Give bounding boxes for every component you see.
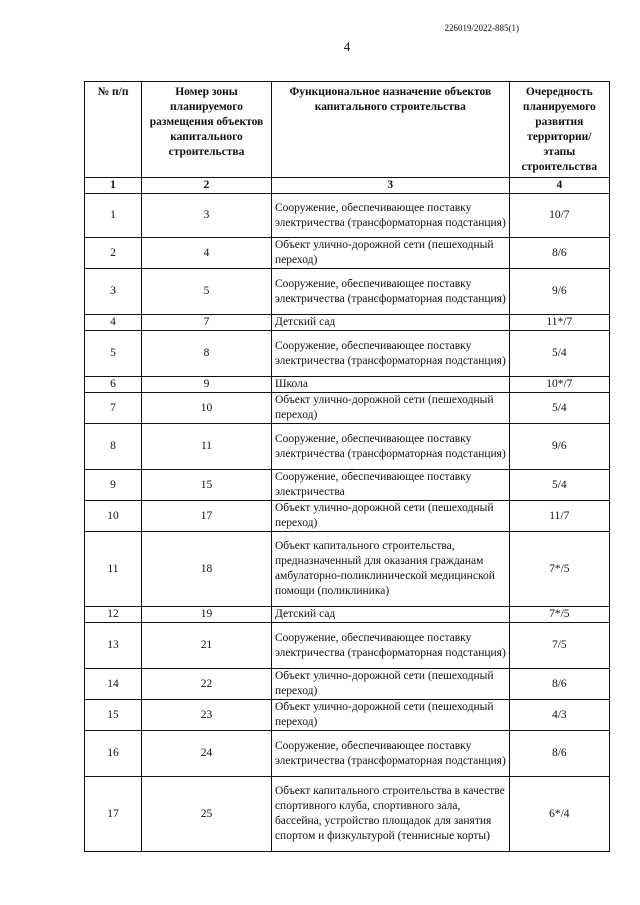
row-stage: 8/6 (509, 238, 609, 269)
row-stage: 11/7 (509, 501, 609, 532)
row-zone: 9 (142, 377, 272, 393)
row-zone: 23 (142, 700, 272, 731)
row-zone: 10 (142, 393, 272, 424)
row-number: 3 (85, 269, 142, 315)
row-function: Сооружение, обеспечивающее поставку электричества (трансформаторная подстанция) (271, 331, 509, 377)
row-number: 5 (85, 331, 142, 377)
row-function: Сооружение, обеспечивающее поставку электричества (трансформаторная подстанция) (271, 424, 509, 470)
row-function: Сооружение, обеспечивающее поставку электричества (трансформаторная подстанция) (271, 194, 509, 238)
column-index: 4 (509, 178, 609, 194)
row-number: 4 (85, 315, 142, 331)
row-stage: 11*/7 (509, 315, 609, 331)
row-number: 1 (85, 194, 142, 238)
table-header-row (85, 82, 610, 178)
table-row (85, 700, 610, 731)
table-row (85, 607, 610, 623)
table-row (85, 315, 610, 331)
row-number: 10 (85, 501, 142, 532)
row-function: Объект улично-дорожной сети (пешеходный переход) (271, 700, 509, 731)
row-function: Объект капитального строительства в качестве спортивного клуба, спортивного зала, бассейна, устройство площадок для занятия спортом и физкультурой (теннисные корты) (271, 777, 509, 852)
row-zone: 19 (142, 607, 272, 623)
row-function: Сооружение, обеспечивающее поставку электричества (трансформаторная подстанция) (271, 731, 509, 777)
row-function: Объект улично-дорожной сети (пешеходный переход) (271, 238, 509, 269)
row-function: Объект улично-дорожной сети (пешеходный переход) (271, 501, 509, 532)
table-row (85, 331, 610, 377)
column-index: 1 (85, 178, 142, 194)
table-row (85, 777, 610, 852)
row-stage: 7*/5 (509, 532, 609, 607)
table-row (85, 669, 610, 700)
row-function: Сооружение, обеспечивающее поставку электричества (трансформаторная подстанция) (271, 269, 509, 315)
row-stage: 10/7 (509, 194, 609, 238)
column-header-stage: Очередность планируемого развития территории/ этапы строительства (509, 82, 609, 178)
table-row (85, 424, 610, 470)
column-index: 2 (142, 178, 272, 194)
row-stage: 5/4 (509, 470, 609, 501)
row-zone: 22 (142, 669, 272, 700)
row-number: 7 (85, 393, 142, 424)
row-stage: 7/5 (509, 623, 609, 669)
row-zone: 11 (142, 424, 272, 470)
row-stage: 8/6 (509, 731, 609, 777)
row-function: Сооружение, обеспечивающее поставку электричества (271, 470, 509, 501)
row-zone: 17 (142, 501, 272, 532)
row-number: 13 (85, 623, 142, 669)
row-function: Объект улично-дорожной сети (пешеходный переход) (271, 393, 509, 424)
document-id: 226019/2022-885(1) (444, 23, 519, 33)
table-row (85, 501, 610, 532)
table-row (85, 194, 610, 238)
table-row (85, 269, 610, 315)
table-row (85, 238, 610, 269)
row-number: 16 (85, 731, 142, 777)
row-function: Детский сад (271, 315, 509, 331)
row-stage: 4/3 (509, 700, 609, 731)
zones-table (84, 81, 610, 852)
row-stage: 7*/5 (509, 607, 609, 623)
row-number: 14 (85, 669, 142, 700)
table-row (85, 532, 610, 607)
row-number: 11 (85, 532, 142, 607)
column-header-function: Функциональное назначение объектов капитального строительства (271, 82, 509, 178)
table-row (85, 377, 610, 393)
row-zone: 8 (142, 331, 272, 377)
row-stage: 6*/4 (509, 777, 609, 852)
row-stage: 9/6 (509, 269, 609, 315)
row-stage: 9/6 (509, 424, 609, 470)
row-number: 8 (85, 424, 142, 470)
row-zone: 7 (142, 315, 272, 331)
row-stage: 10*/7 (509, 377, 609, 393)
row-number: 17 (85, 777, 142, 852)
row-zone: 4 (142, 238, 272, 269)
table-row (85, 623, 610, 669)
row-function: Детский сад (271, 607, 509, 623)
row-number: 9 (85, 470, 142, 501)
row-number: 2 (85, 238, 142, 269)
row-function: Школа (271, 377, 509, 393)
column-index: 3 (271, 178, 509, 194)
row-number: 6 (85, 377, 142, 393)
row-number: 15 (85, 700, 142, 731)
row-zone: 5 (142, 269, 272, 315)
row-stage: 5/4 (509, 393, 609, 424)
row-zone: 15 (142, 470, 272, 501)
row-function: Объект улично-дорожной сети (пешеходный переход) (271, 669, 509, 700)
row-function: Объект капитального строительства, предназначенный для оказания гражданам амбулаторно-поликлинической медицинской помощи (поликлиника) (271, 532, 509, 607)
row-zone: 25 (142, 777, 272, 852)
row-zone: 18 (142, 532, 272, 607)
row-function: Сооружение, обеспечивающее поставку электричества (трансформаторная подстанция) (271, 623, 509, 669)
table-row (85, 470, 610, 501)
row-stage: 8/6 (509, 669, 609, 700)
column-index-row (85, 178, 610, 194)
row-stage: 5/4 (509, 331, 609, 377)
table-row (85, 393, 610, 424)
row-zone: 3 (142, 194, 272, 238)
table-body (85, 194, 610, 852)
column-header-number: № п/п (85, 82, 142, 178)
table-row (85, 731, 610, 777)
page-number: 4 (343, 39, 351, 54)
column-header-zone: Номер зоны планируемого размещения объектов капитального строительства (142, 82, 272, 178)
row-zone: 24 (142, 731, 272, 777)
row-zone: 21 (142, 623, 272, 669)
row-number: 12 (85, 607, 142, 623)
